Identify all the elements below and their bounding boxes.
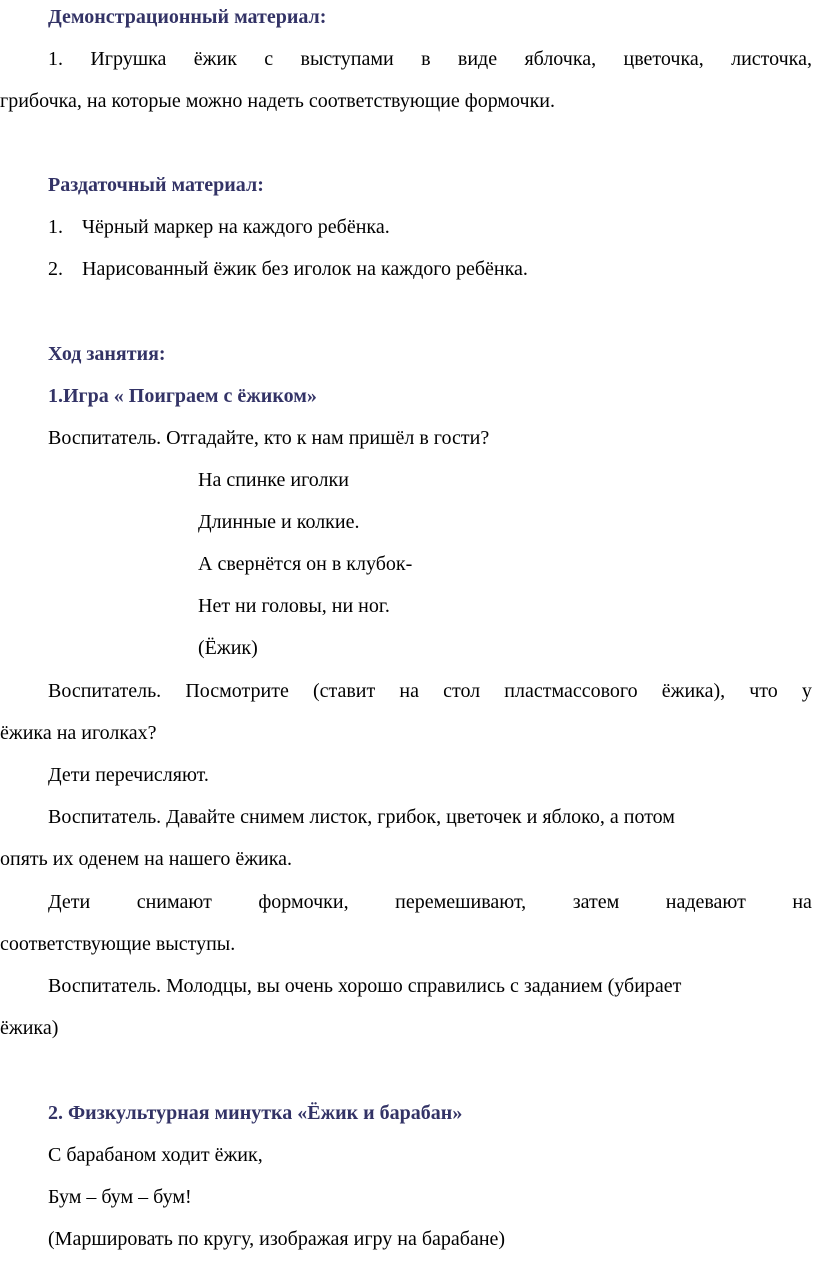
riddle-line: А свернётся он в клубок- xyxy=(198,553,413,575)
paragraph-5-line-2: ёжика) xyxy=(0,1017,59,1039)
riddle-answer: (Ёжик) xyxy=(198,637,258,659)
list-item-text: Чёрный маркер на каждого ребёнка. xyxy=(82,216,390,238)
word: цветочка, xyxy=(623,48,704,70)
word: на xyxy=(399,680,419,702)
word: формочки, xyxy=(258,891,349,913)
word: 1. xyxy=(48,48,63,70)
word: выступами xyxy=(300,48,394,70)
list-number: 1. xyxy=(48,216,63,238)
word: ёжик xyxy=(193,48,237,70)
demo-item-1-line-1 xyxy=(48,47,812,71)
game-title: 1.Игра « Поиграем с ёжиком» xyxy=(48,385,317,407)
word: в xyxy=(421,48,431,70)
riddle-line: Нет ни головы, ни ног. xyxy=(198,595,390,617)
paragraph-3-line-1: Воспитатель. Давайте снимем листок, грибок, цветочек и яблоко, а потом xyxy=(48,806,675,828)
word: виде xyxy=(457,48,498,70)
word: у xyxy=(801,680,812,702)
word: листочка, xyxy=(731,48,812,70)
paragraph-4-line-2: соответствующие выступы. xyxy=(0,933,236,955)
word: перемешивают, xyxy=(395,891,527,913)
word: Посмотрите xyxy=(185,680,289,702)
riddle-line: На спинке иголки xyxy=(198,469,349,491)
word: с xyxy=(264,48,274,70)
word: Игрушка xyxy=(90,48,167,70)
paragraph-1-line-2: ёжика на иголках? xyxy=(0,722,157,744)
word: что xyxy=(749,680,778,702)
paragraph-1-line-1 xyxy=(48,679,812,703)
physical-instruction: (Маршировать по кругу, изображая игру на барабане) xyxy=(48,1228,506,1250)
demo-item-1-line-2: грибочка, на которые можно надеть соответствующие формочки. xyxy=(0,90,556,112)
word: Дети xyxy=(48,891,91,913)
word: яблочка, xyxy=(524,48,597,70)
word: Воспитатель. xyxy=(48,680,162,702)
word: (ставит xyxy=(312,680,376,702)
word: стол xyxy=(443,680,481,702)
word: пластмассового xyxy=(504,680,638,702)
physical-line: С барабаном ходит ёжик, xyxy=(48,1144,263,1166)
word: надевают xyxy=(665,891,746,913)
riddle-intro: Воспитатель. Отгадайте, кто к нам пришёл в гости? xyxy=(48,427,490,449)
demo-material-heading: Демонстрационный материал: xyxy=(48,6,327,28)
paragraph-3-line-2: опять их оденем на нашего ёжика. xyxy=(0,848,293,870)
list-item-text: Нарисованный ёжик без иголок на каждого ребёнка. xyxy=(82,258,528,280)
word: ёжика), xyxy=(661,680,726,702)
physical-line: Бум – бум – бум! xyxy=(48,1186,192,1208)
handout-item-2 xyxy=(48,257,528,281)
list-number: 2. xyxy=(48,258,63,280)
lesson-heading: Ход занятия: xyxy=(48,343,166,365)
word: снимают xyxy=(136,891,212,913)
word: на xyxy=(792,891,812,913)
handout-item-1 xyxy=(48,215,390,239)
riddle-line: Длинные и колкие. xyxy=(198,511,360,533)
handout-material-heading: Раздаточный материал: xyxy=(48,174,264,196)
word: затем xyxy=(572,891,620,913)
paragraph-2: Дети перечисляют. xyxy=(48,764,209,786)
paragraph-5-line-1: Воспитатель. Молодцы, вы очень хорошо справились с заданием (убирает xyxy=(48,975,682,997)
physical-minute-heading: 2. Физкультурная минутка «Ёжик и барабан» xyxy=(48,1102,463,1124)
paragraph-4-line-1 xyxy=(48,890,812,914)
